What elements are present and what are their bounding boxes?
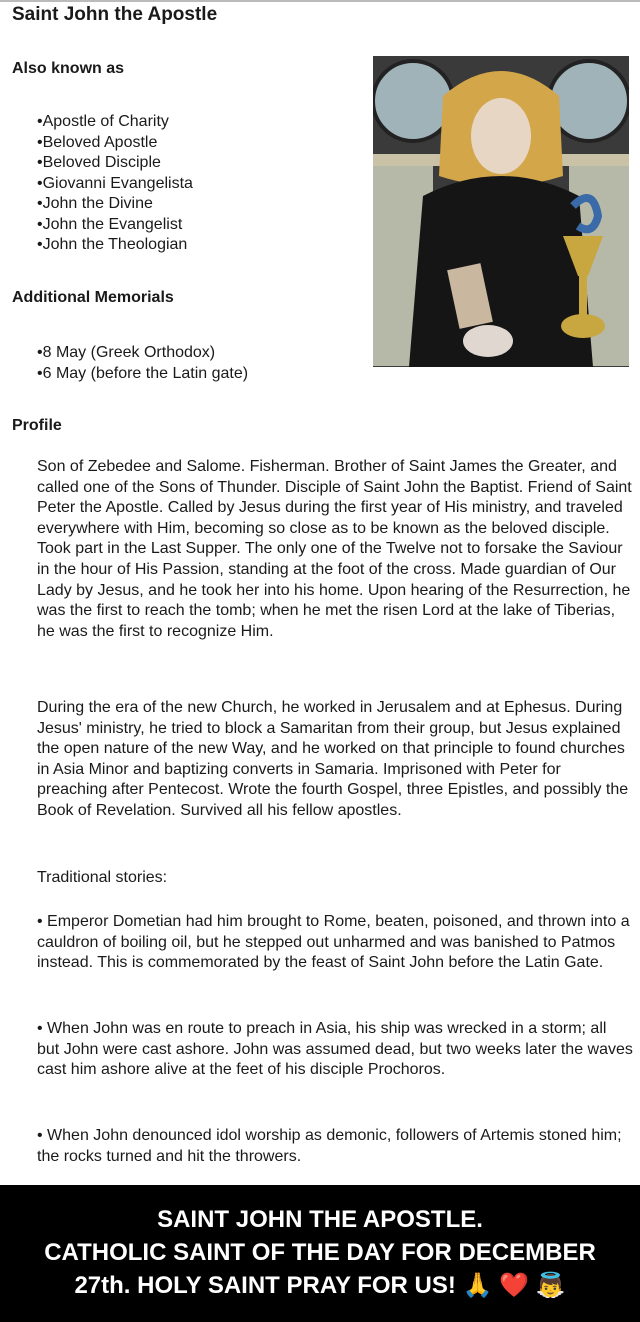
list-item: • Apostle of Charity xyxy=(37,112,193,133)
top-divider xyxy=(0,0,640,2)
caption-banner xyxy=(0,1185,640,1322)
memorials-heading: Additional Memorials xyxy=(12,289,174,306)
list-item: • John the Divine xyxy=(37,194,193,215)
story-item: • When John was en route to preach in Asia, his ship was wrecked in a storm; all but John were cast ashore. John was assumed dead, but two weeks later the waves cast him ashore alive at the feet of his disciple Prochoros. xyxy=(37,1020,633,1079)
banner-line: CATHOLIC SAINT OF THE DAY FOR DECEMBER xyxy=(44,1239,596,1266)
list-item: • Beloved Apostle xyxy=(37,133,193,154)
profile-paragraph: During the era of the new Church, he worked in Jerusalem and at Ephesus. During Jesus' ministry, he tried to block a Samaritan from their group, but Jesus explained the open nature of the new Way, and he worked on that principle to found churches in Asia Minor and baptizing converts in Samaria. Imprisoned with Peter for preaching after Pentecost. Wrote the fourth Gospel, three Epistles, and possibly the Book of Revelation. Survived all his fellow apostles. xyxy=(37,699,629,819)
page-title: Saint John the Apostle xyxy=(12,4,218,25)
traditional-stories-label: Traditional stories: xyxy=(37,869,168,886)
memorials-list xyxy=(37,343,248,384)
story-item: • When John denounced idol worship as demonic, followers of Artemis stoned him; the rocks turned and hit the throwers. xyxy=(37,1127,622,1165)
banner-line: SAINT JOHN THE APOSTLE. xyxy=(157,1206,483,1233)
also-known-as-heading: Also known as xyxy=(12,60,125,77)
list-item: • 8 May (Greek Orthodox) xyxy=(37,343,248,364)
list-item: • 6 May (before the Latin gate) xyxy=(37,364,248,385)
saint-stained-glass-image xyxy=(373,56,629,367)
profile-paragraph: Son of Zebedee and Salome. Fisherman. Brother of Saint James the Greater, and called one of the Sons of Thunder. Disciple of Saint John the Baptist. Friend of Saint Peter the Apostle. Called by Jesus during the first year of His ministry, and traveled everywhere with Him, becoming so close as to be known as the beloved disciple. Took part in the Last Supper. The only one of the Twelve not to forsake the Saviour in the hour of His Passion, standing at the foot of the cross. Made guardian of Our Lady by Jesus, and he took her into his home. Upon hearing of the Resurrection, he was the first to reach the tomb; when he met the risen Lord at the lake of Tiberias, he was the first to recognize Him. xyxy=(37,458,632,640)
banner-line: 27th. HOLY SAINT PRAY FOR US! 🙏 ❤️ 👼 xyxy=(74,1272,566,1299)
list-item: • Beloved Disciple xyxy=(37,153,193,174)
also-known-as-list xyxy=(37,112,193,256)
list-item: • Giovanni Evangelista xyxy=(37,174,193,195)
profile-heading: Profile xyxy=(12,417,62,434)
list-item: • John the Evangelist xyxy=(37,215,193,236)
list-item: • John the Theologian xyxy=(37,235,193,256)
story-item: • Emperor Dometian had him brought to Rome, beaten, poisoned, and thrown into a cauldron of boiling oil, but he stepped out unharmed and was banished to Patmos instead. This is commemorated by the feast of Saint John before the Latin Gate. xyxy=(37,913,630,972)
